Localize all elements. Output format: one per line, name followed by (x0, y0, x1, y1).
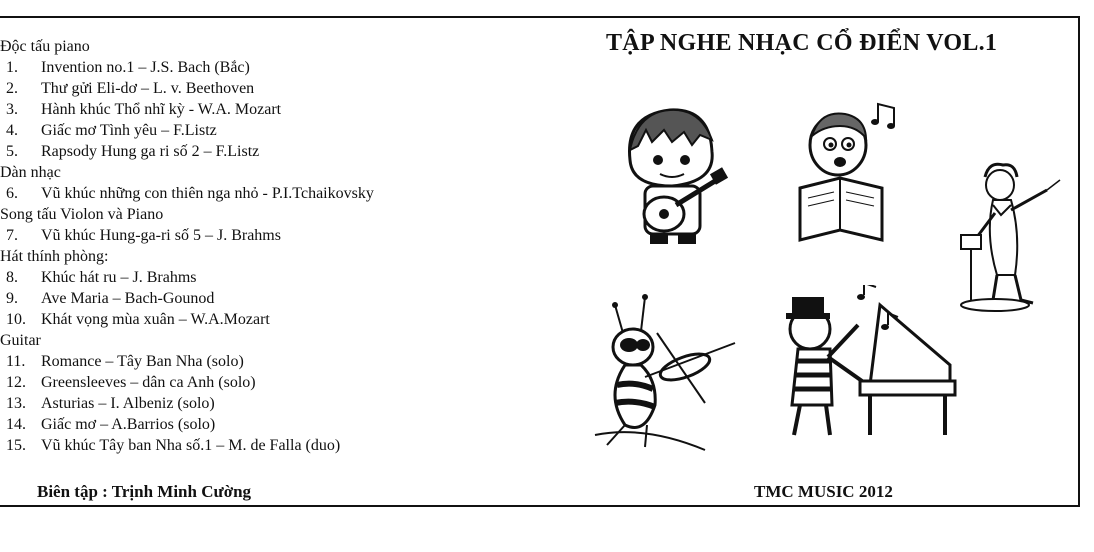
guitar-boy-icon (600, 90, 745, 255)
album-title: TẬP NGHE NHẠC CỔ ĐIỂN VOL.1 (606, 30, 998, 56)
track-item (0, 351, 470, 372)
track-title: Khát vọng mùa xuân – W.A.Mozart (41, 311, 270, 328)
pianist-icon (770, 285, 960, 445)
track-item (0, 225, 470, 246)
track-title: Vũ khúc Hung-ga-ri số 5 – J. Brahms (41, 227, 281, 244)
track-title: Ave Maria – Bach-Gounod (41, 290, 215, 307)
track-number: 15. (6, 437, 26, 454)
track-item (0, 393, 470, 414)
track-title: Giấc mơ Tình yêu – F.Listz (41, 122, 217, 139)
track-title: Vũ khúc những con thiên nga nhỏ - P.I.Tchaikovsky (41, 185, 374, 202)
track-item (0, 309, 470, 330)
track-item (0, 372, 470, 393)
track-number: 13. (6, 395, 26, 412)
track-title: Rapsody Hung ga ri số 2 – F.Listz (41, 143, 260, 160)
track-number: 2. (6, 80, 18, 97)
editor-credit: Biên tập : Trịnh Minh Cường (37, 482, 252, 501)
track-number: 12. (6, 374, 26, 391)
track-item (0, 435, 470, 456)
singing-boy-icon (790, 100, 905, 245)
track-number: 4. (6, 122, 18, 139)
track-item (0, 288, 470, 309)
track-item (0, 57, 470, 78)
track-title: Invention no.1 – J.S. Bach (Bắc) (41, 59, 250, 76)
section-title: Song tấu Violon và Piano (0, 206, 164, 223)
section-title: Guitar (0, 332, 41, 349)
track-item (0, 78, 470, 99)
track-number: 1. (6, 59, 18, 76)
track-title: Greensleeves – dân ca Anh (solo) (41, 374, 256, 391)
track-item (0, 183, 470, 204)
track-title: Romance – Tây Ban Nha (solo) (41, 353, 244, 370)
track-item (0, 414, 470, 435)
track-title: Giấc mơ – A.Barrios (solo) (41, 416, 216, 433)
track-item (0, 267, 470, 288)
track-number: 11. (6, 353, 26, 370)
track-number: 14. (6, 416, 26, 433)
track-title: Hành khúc Thổ nhĩ kỳ - W.A. Mozart (41, 101, 282, 118)
track-number: 6. (6, 185, 18, 202)
label-credit: TMC MUSIC 2012 (754, 482, 893, 501)
section-title: Hát thính phòng: (0, 248, 109, 265)
track-number: 3. (6, 101, 18, 118)
track-title: Khúc hát ru – J. Brahms (41, 269, 197, 286)
track-title: Thư gửi Eli-dơ – L. v. Beethoven (41, 80, 255, 97)
track-title: Vũ khúc Tây ban Nha số.1 – M. de Falla (duo) (41, 437, 341, 454)
track-list (0, 36, 470, 456)
track-item (0, 120, 470, 141)
track-number: 7. (6, 227, 18, 244)
section-title: Dàn nhạc (0, 164, 61, 181)
track-title: Asturias – I. Albeniz (solo) (41, 395, 215, 412)
bee-violinist-icon (585, 285, 750, 460)
track-item (0, 99, 470, 120)
track-number: 9. (6, 290, 18, 307)
track-number: 8. (6, 269, 18, 286)
conductor-icon (955, 155, 1070, 315)
section-title: Độc tấu piano (0, 38, 90, 55)
track-number: 5. (6, 143, 18, 160)
track-item (0, 141, 470, 162)
track-number: 10. (6, 311, 26, 328)
